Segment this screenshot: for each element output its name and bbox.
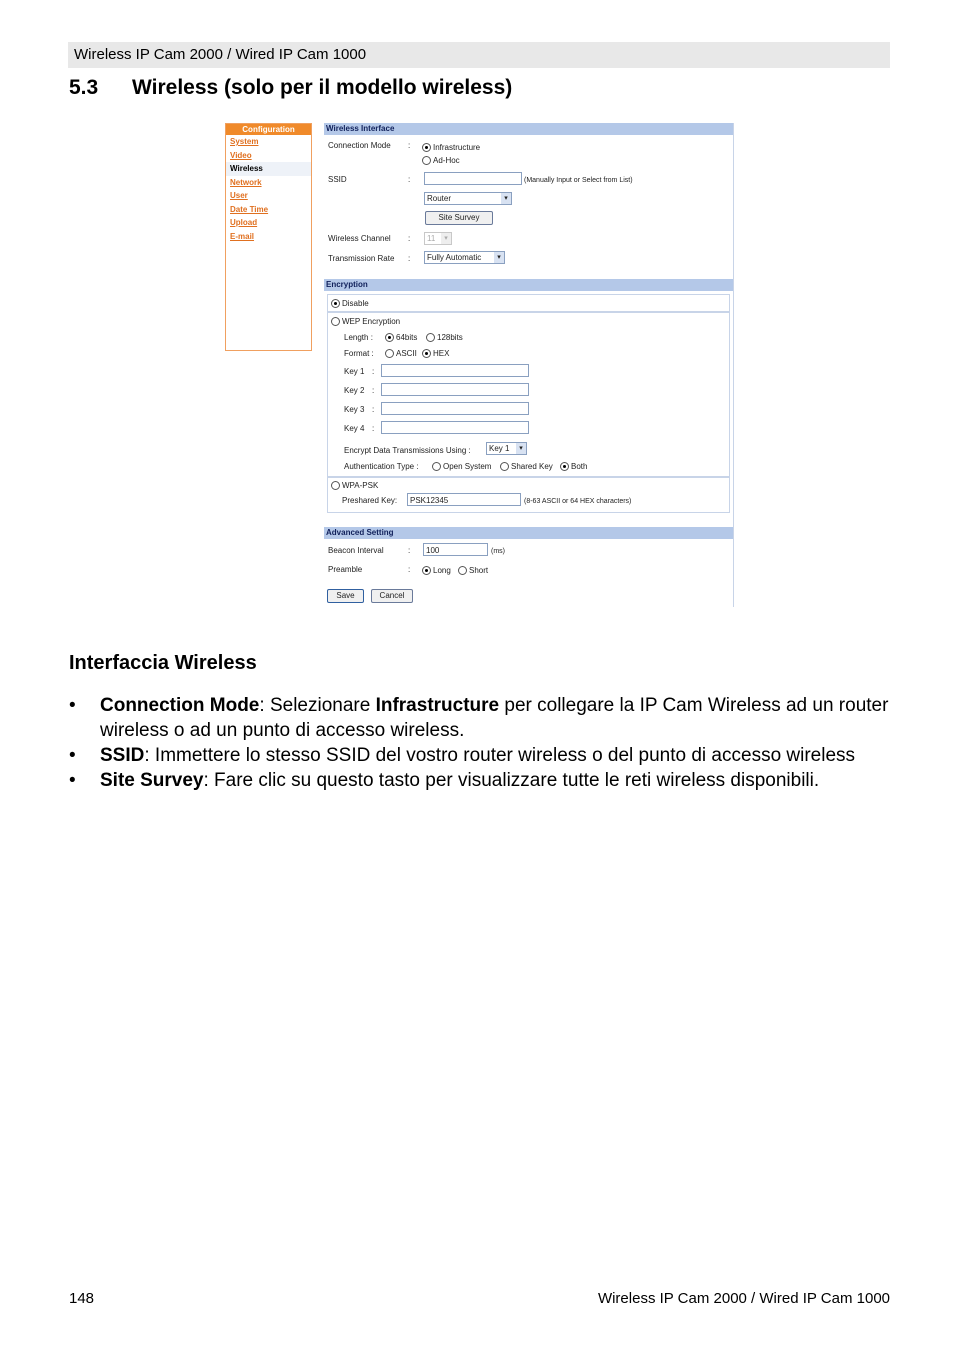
sep: : <box>408 141 411 150</box>
connection-mode-label: Connection Mode <box>328 141 391 150</box>
radio-selected-icon <box>422 143 431 152</box>
preamble-long-radio[interactable] <box>422 566 451 575</box>
radio-icon <box>422 156 431 165</box>
config-menu <box>225 123 312 351</box>
section-title: Wireless (solo per il modello wireless) <box>132 76 513 99</box>
chevron-down-icon: ▾ <box>501 193 511 204</box>
sep: : <box>408 565 411 574</box>
radio-icon <box>426 333 435 342</box>
section-heading <box>69 76 512 100</box>
key2-input[interactable] <box>381 383 529 396</box>
radio-icon <box>385 349 394 358</box>
encrypt-using-value: Key 1 <box>489 444 510 453</box>
bullet-term: Site Survey <box>100 770 204 791</box>
rate-label: Transmission Rate <box>328 254 395 263</box>
radio-icon <box>432 462 441 471</box>
menu-item-upload[interactable]: Upload <box>230 218 258 227</box>
bullet-icon: • <box>69 745 76 766</box>
sep: : <box>372 367 375 376</box>
preamble-long-label: Long <box>433 566 451 575</box>
sep: : <box>372 405 375 414</box>
radio-selected-icon <box>422 349 431 358</box>
radio-icon <box>331 481 340 490</box>
key1-input[interactable] <box>381 364 529 377</box>
page-header: Wireless IP Cam 2000 / Wired IP Cam 1000 <box>68 42 890 68</box>
adhoc-radio[interactable] <box>422 156 460 165</box>
bullet-text: : Immettere lo stesso SSID del vostro router wireless o del punto di accesso wireless <box>144 745 856 766</box>
chevron-down-icon: ▾ <box>441 233 451 244</box>
wpa-radio[interactable] <box>331 481 378 490</box>
length-label: Length : <box>344 333 373 342</box>
bullet-text-2: per collegare la IP Cam Wireless ad un router wireless o ad un punto di accesso wireless. <box>100 695 889 741</box>
key2-label: Key 2 <box>344 386 365 395</box>
menu-heading: Configuration <box>226 124 311 135</box>
chevron-down-icon: ▾ <box>494 252 504 263</box>
infrastructure-radio[interactable] <box>422 143 480 152</box>
encryption-bar: Encryption <box>324 279 733 291</box>
length-64-radio[interactable] <box>385 333 417 342</box>
auth-shared-radio[interactable] <box>500 462 553 471</box>
length-64-label: 64bits <box>396 333 418 342</box>
menu-item-user[interactable]: User <box>230 191 248 200</box>
bullet-text: : Fare clic su questo tasto per visualizzare tutte le reti wireless disponibili. <box>203 770 820 791</box>
psk-label: Preshared Key: <box>342 496 398 505</box>
key1-label: Key 1 <box>344 367 365 376</box>
bullet-icon: • <box>69 770 76 791</box>
disable-radio[interactable] <box>331 299 369 308</box>
key4-input[interactable] <box>381 421 529 434</box>
sep: : <box>408 254 411 263</box>
menu-item-wireless[interactable]: Wireless <box>226 162 311 176</box>
section-number: 5.3 <box>69 76 99 99</box>
infrastructure-label: Infrastructure <box>433 143 481 152</box>
auth-open-label: Open System <box>443 462 492 471</box>
menu-item-system[interactable]: System <box>230 137 259 146</box>
wireless-interface-bar: Wireless Interface <box>324 123 733 135</box>
auth-shared-label: Shared Key <box>511 462 553 471</box>
key3-label: Key 3 <box>344 405 365 414</box>
chevron-down-icon: ▾ <box>516 443 526 454</box>
ssid-label: SSID <box>328 175 347 184</box>
menu-item-network[interactable]: Network <box>230 177 262 187</box>
key3-input[interactable] <box>381 402 529 415</box>
save-button[interactable]: Save <box>327 589 364 603</box>
radio-selected-icon <box>385 333 394 342</box>
wep-label: WEP Encryption <box>342 317 401 326</box>
format-hex-radio[interactable] <box>422 349 449 358</box>
length-128-label: 128bits <box>437 333 463 342</box>
list-item <box>69 743 899 768</box>
beacon-unit: (ms) <box>491 548 505 555</box>
preamble-short-radio[interactable] <box>458 566 488 575</box>
settings-panel <box>324 123 734 607</box>
menu-item-datetime[interactable]: Date Time <box>230 204 269 214</box>
radio-icon <box>500 462 509 471</box>
format-label: Format : <box>344 349 374 358</box>
preamble-label: Preamble <box>328 565 363 574</box>
key4-label: Key 4 <box>344 424 365 433</box>
page-number: 148 <box>69 1290 95 1307</box>
advanced-bar: Advanced Setting <box>324 527 733 539</box>
radio-icon <box>458 566 467 575</box>
sep: : <box>408 546 411 555</box>
sep: : <box>372 424 375 433</box>
bullet-icon: • <box>69 695 76 716</box>
beacon-input[interactable]: 100 <box>423 543 488 556</box>
radio-selected-icon <box>422 566 431 575</box>
ssid-input[interactable] <box>424 172 522 185</box>
length-128-radio[interactable] <box>426 333 463 342</box>
sep: : <box>408 175 411 184</box>
list-item <box>69 768 899 793</box>
preamble-short-label: Short <box>469 566 489 575</box>
bullet-term: Connection Mode <box>100 695 260 716</box>
wpa-box <box>327 477 730 513</box>
format-ascii-label: ASCII <box>396 349 417 358</box>
bullet-text: : Selezionare <box>259 695 376 716</box>
auth-both-radio[interactable] <box>560 462 587 471</box>
site-survey-button[interactable]: Site Survey <box>425 211 493 225</box>
menu-item-video[interactable]: Video <box>230 150 252 160</box>
ssid-hint: (Manually Input or Select from List) <box>524 177 633 184</box>
radio-selected-icon <box>331 299 340 308</box>
config-screenshot <box>224 122 735 608</box>
disable-box <box>327 294 730 312</box>
bullet-term-2: Infrastructure <box>375 695 500 716</box>
disable-label: Disable <box>342 299 369 308</box>
rate-value: Fully Automatic <box>427 253 482 262</box>
subsection-title: Interfaccia Wireless <box>69 652 257 674</box>
bullet-term: SSID <box>100 745 145 766</box>
encrypt-using-select[interactable] <box>486 442 527 455</box>
auth-open-radio[interactable] <box>432 462 491 471</box>
channel-select[interactable] <box>424 232 452 245</box>
adhoc-label: Ad-Hoc <box>433 156 460 165</box>
encrypt-using-label: Encrypt Data Transmissions Using : <box>344 446 471 455</box>
auth-label: Authentication Type : <box>344 462 419 471</box>
beacon-label: Beacon Interval <box>328 546 384 555</box>
channel-label: Wireless Channel <box>328 234 391 243</box>
wpa-label: WPA-PSK <box>342 481 379 490</box>
format-ascii-radio[interactable] <box>385 349 417 358</box>
footer-title: Wireless IP Cam 2000 / Wired IP Cam 1000 <box>597 1290 890 1307</box>
cancel-button[interactable]: Cancel <box>371 589 413 603</box>
sep: : <box>372 386 375 395</box>
menu-item-email[interactable]: E-mail <box>230 231 255 241</box>
rate-select[interactable] <box>424 251 505 264</box>
ssid-select[interactable] <box>424 192 512 205</box>
sep: : <box>408 234 411 243</box>
radio-icon <box>331 317 340 326</box>
psk-input[interactable]: PSK12345 <box>407 493 521 506</box>
ssid-select-value: Router <box>427 194 452 203</box>
list-item <box>69 693 899 743</box>
wep-radio[interactable] <box>331 317 400 326</box>
psk-hint: (8-63 ASCII or 64 HEX characters) <box>524 498 632 505</box>
format-hex-label: HEX <box>433 349 450 358</box>
auth-both-label: Both <box>571 462 588 471</box>
bullet-list <box>69 693 899 793</box>
radio-selected-icon <box>560 462 569 471</box>
channel-value: 11 <box>427 234 436 243</box>
